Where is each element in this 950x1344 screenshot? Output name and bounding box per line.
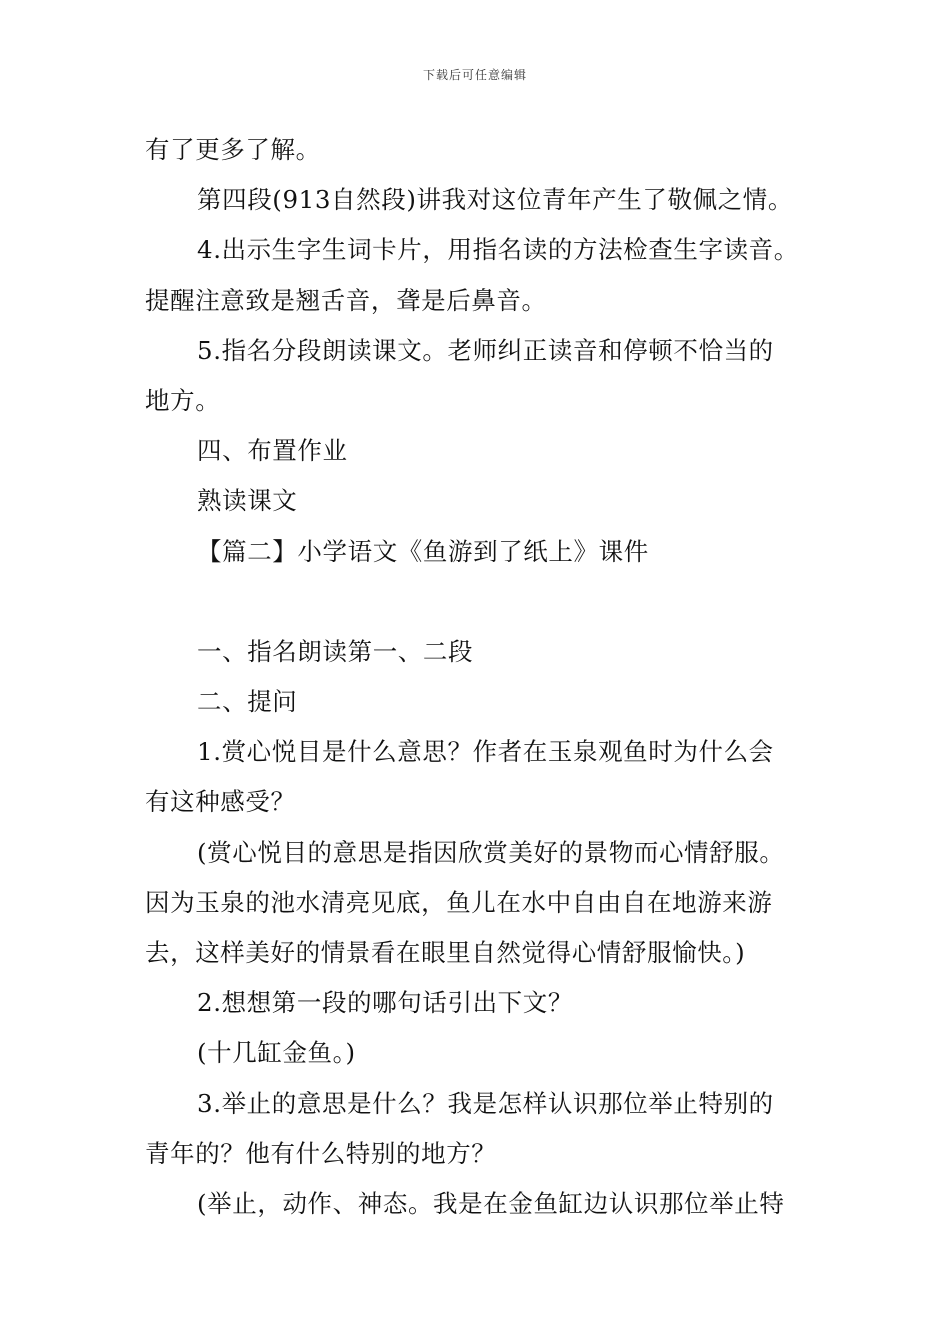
text-line: 去，这样美好的情景看在眼里自然觉得心情舒服愉快。) — [145, 938, 746, 967]
text-line: (十几缸金鱼。) — [197, 1038, 356, 1068]
text-line: 地方。 — [145, 385, 221, 415]
text-line: 提醒注意致是翘舌音，聋是后鼻音。 — [145, 285, 547, 315]
text-line: 2.想想第一段的哪句话引出下文？ — [197, 988, 573, 1018]
text-line: 青年的？他有什么特别的地方？ — [145, 1138, 497, 1168]
text-line: 第四段(913自然段)讲我对这位青年产生了敬佩之情。 — [197, 185, 793, 215]
text-line: 熟读课文 — [197, 486, 298, 516]
text-line: 因为玉泉的池水清亮见底，鱼儿在水中自由自在地游来游 — [145, 887, 773, 917]
page-header: 下载后可任意编辑 — [422, 68, 527, 82]
text-line: 【篇二】小学语文《鱼游到了纸上》课件 — [197, 536, 649, 566]
text-line: 1.赏心悦目是什么意思？作者在玉泉观鱼时为什么会 — [197, 737, 774, 767]
text-line: 5.指名分段朗读课文。老师纠正读音和停顿不恰当的 — [197, 335, 774, 365]
text-line: 一、指名朗读第一、二段 — [197, 636, 474, 666]
blank-line — [145, 577, 825, 627]
text-line: 二、提问 — [197, 687, 298, 717]
text-line: 有这种感受？ — [145, 787, 296, 817]
text-line: 3.举止的意思是什么？我是怎样认识那位举止特别的 — [197, 1088, 774, 1118]
text-line: 有了更多了解。 — [145, 135, 321, 164]
text-line: (赏心悦目的意思是指因欣赏美好的景物而心情舒服。 — [197, 837, 785, 867]
document-body — [145, 125, 825, 1229]
text-line: 4.出示生字生词卡片，用指名读的方法检查生字读音。 — [197, 235, 799, 265]
text-line: (举止，动作、神态。我是在金鱼缸边认识那位举止特 — [197, 1188, 785, 1218]
text-line: 四、布置作业 — [197, 436, 348, 466]
